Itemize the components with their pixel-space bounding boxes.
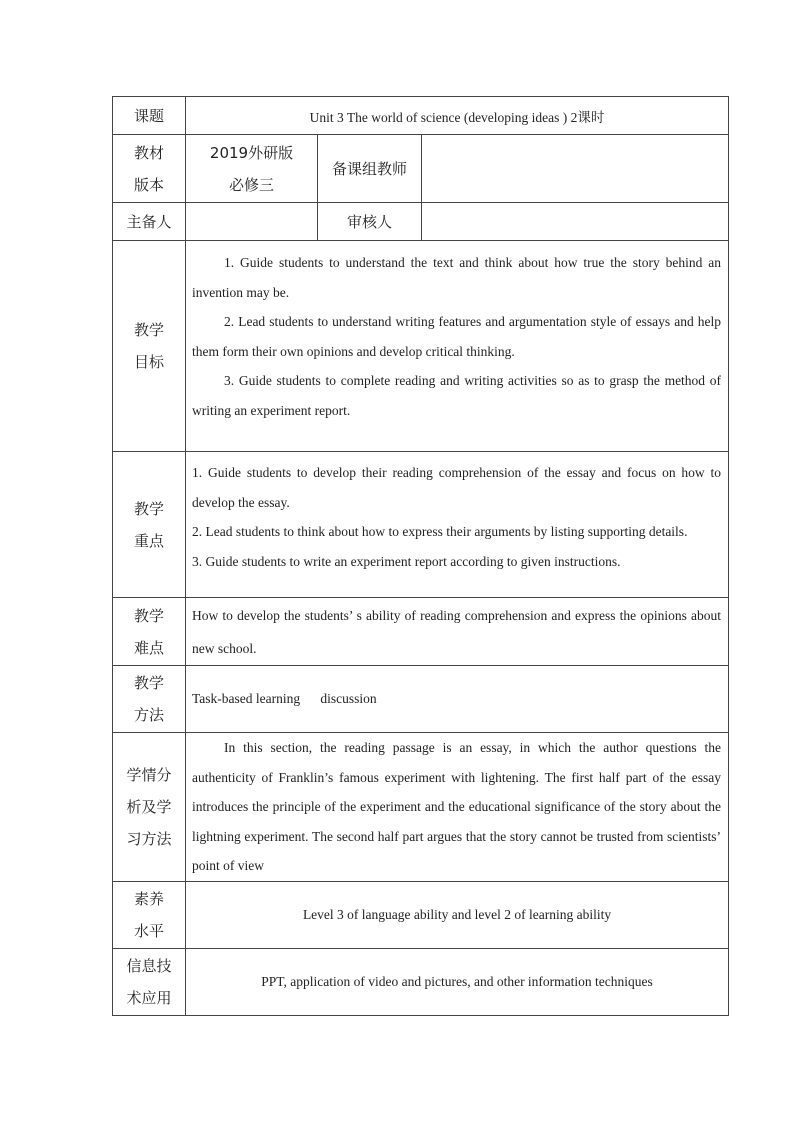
row-preparer [113,203,729,241]
title-value: Unit 3 The world of science (developing ideas ) 2课时 [186,97,729,135]
objective-item: 1. Guide students to understand the text and think about how true the story behind an invention may be. [192,255,722,300]
objective-item: 3. Guide students to complete reading and writing activities so as to grasp the method of writing an experiment report. [192,373,722,418]
methods-label: 教学 方法 [113,666,186,733]
key-point-item: 1. Guide students to develop their reading comprehension of the essay and focus on how to develop the essay. [192,465,722,510]
key-point-item: 2. Lead students to think about how to express their arguments by listing supporting details. [192,524,688,539]
row-methods [113,666,729,733]
row-it-application [113,948,729,1015]
key-points-content [186,452,729,598]
analysis-label: 学情分 析及学 习方法 [113,733,186,882]
objectives-label: 教学 目标 [113,241,186,452]
row-analysis [113,733,729,882]
reviewer-label: 审核人 [318,203,422,241]
reviewer-value [422,203,729,241]
difficulties-label: 教学 难点 [113,598,186,666]
preparer-value [186,203,318,241]
literacy-label: 素养 水平 [113,881,186,948]
row-title [113,97,729,135]
difficulties-content: How to develop the students’ s ability of reading comprehension and express the opinions about new school. [186,598,729,666]
literacy-content: Level 3 of language ability and level 2 of learning ability [186,881,729,948]
preparer-label: 主备人 [113,203,186,241]
row-textbook [113,135,729,203]
textbook-label: 教材 版本 [113,135,186,203]
key-points-label: 教学 重点 [113,452,186,598]
key-point-item: 3. Guide students to write an experiment report according to given instructions. [192,553,621,569]
objectives-content [186,241,729,452]
row-literacy [113,881,729,948]
lesson-plan-table [112,96,729,1016]
analysis-content: In this section, the reading passage is an essay, in which the author questions the authenticity of Franklin’s famous experiment with lightening. The first half part of the essay introduces the principle of the experiment and the educational significance of the story about the lightning experiment. The second half part argues that the story cannot be trusted from scientists’ point of view [186,733,729,882]
methods-content: Task-based learning discussion [186,666,729,733]
row-objectives [113,241,729,452]
textbook-edition: 2019外研版 必修三 [186,135,318,203]
title-label: 课题 [113,97,186,135]
row-difficulties [113,598,729,666]
row-key-points [113,452,729,598]
group-teacher-value [422,135,729,203]
objective-item: 2. Lead students to understand writing features and argumentation style of essays and help them form their own opinions and develop critical thinking. [192,314,722,359]
it-application-content: PPT, application of video and pictures, and other information techniques [186,948,729,1015]
group-teacher-label: 备课组教师 [318,135,422,203]
it-application-label: 信息技 术应用 [113,948,186,1015]
